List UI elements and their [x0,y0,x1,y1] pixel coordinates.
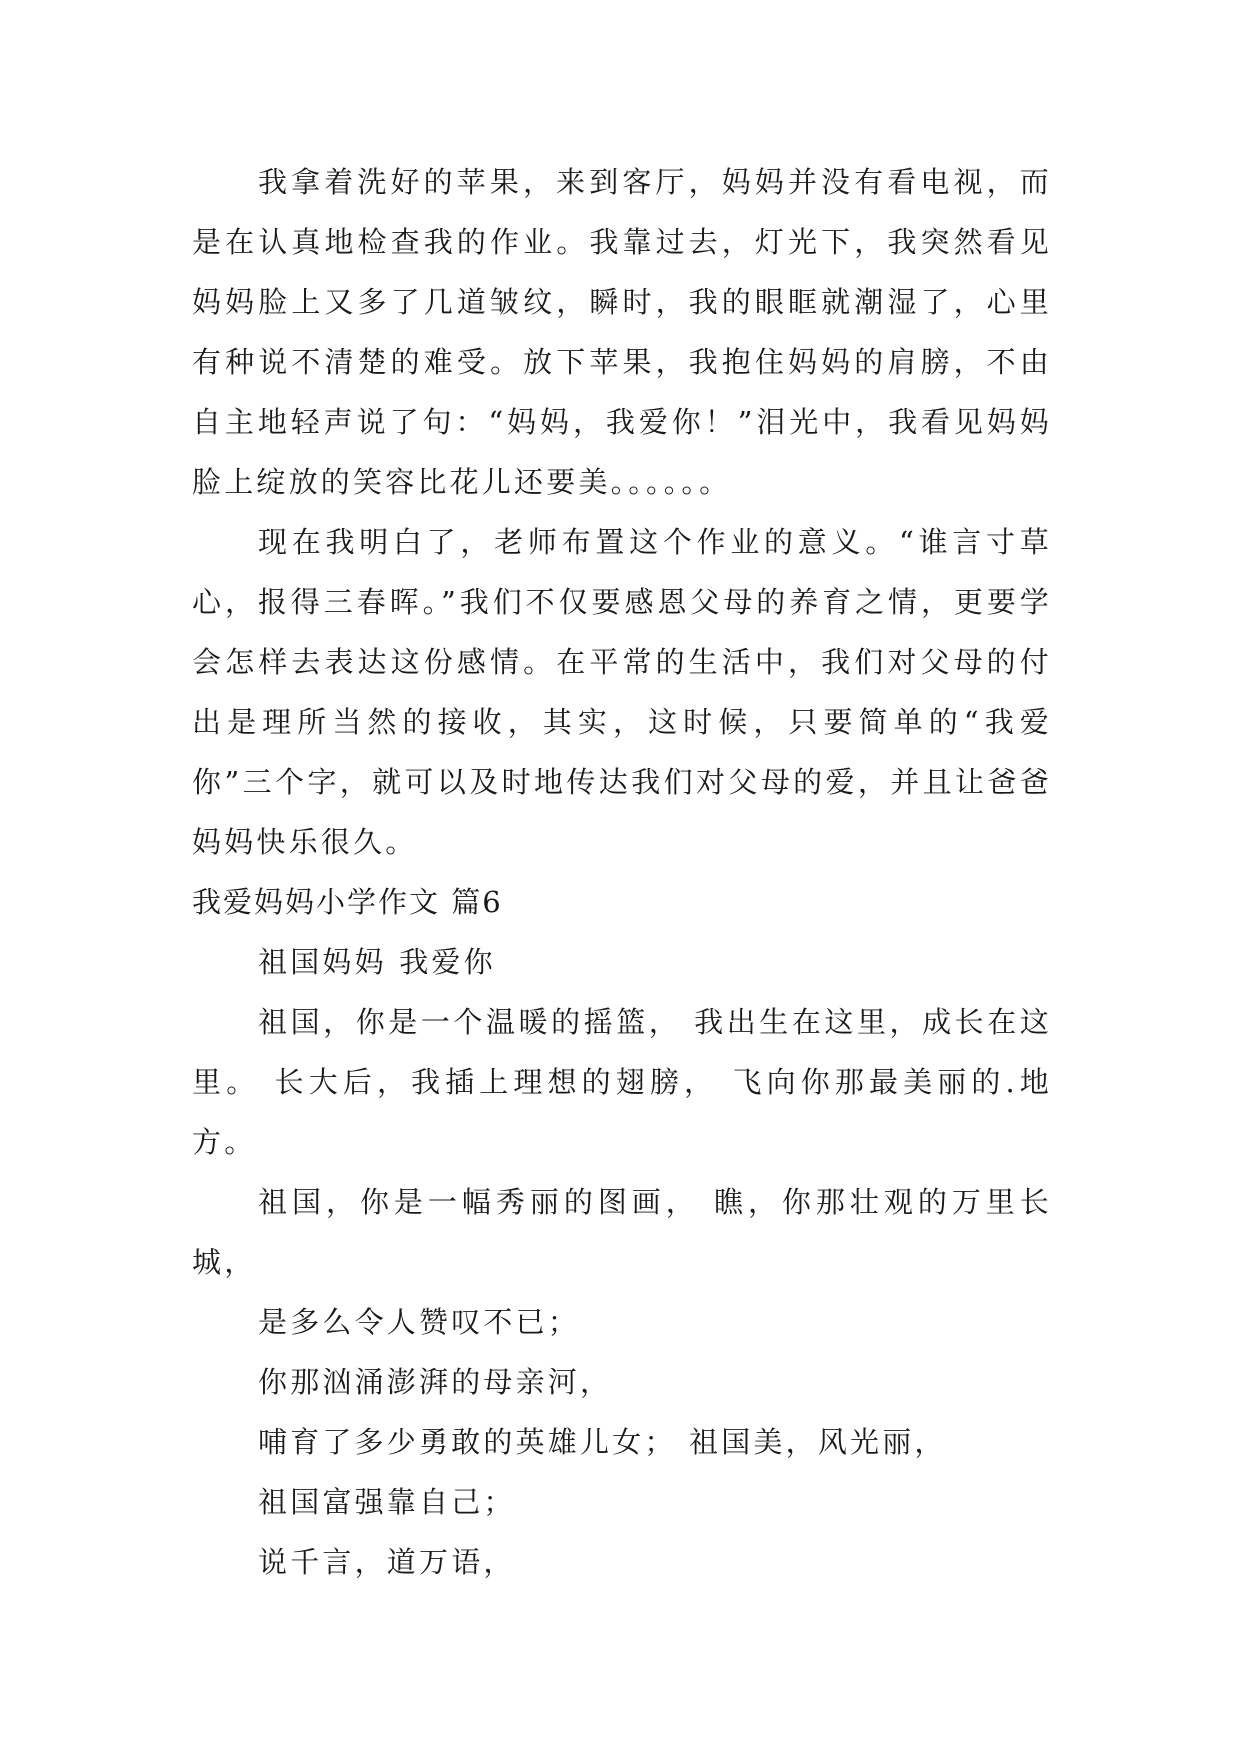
paragraph-apple: 我拿着洗好的苹果，来到客厅，妈妈并没有看电视，而是在认真地检查我的作业。我靠过去，灯光下，我突然看见妈妈脸上又多了几道皱纹，瞬时，我的眼眶就潮湿了，心里有种说不清楚的难受。放下苹果，我抱住妈妈的肩膀，不由自主地轻声说了句：“妈妈，我爱你！”泪光中，我看见妈妈脸上绽放的笑容比花儿还要美。。。。。。 [192,165,1052,499]
poem-line: 说千言，道万语， [258,1545,516,1579]
essay-heading: 我爱妈妈小学作文 篇6 [192,885,503,919]
document-page [192,152,1052,1592]
poem-title: 祖国妈妈 我爱你 [258,945,496,979]
poem-line: 你那汹涌澎湃的母亲河， [258,1365,613,1399]
paragraph-cradle: 祖国，你是一个温暖的摇篮， 我出生在这里，成长在这里。 长大后，我插上理想的翅膀， 飞向你那最美丽的.地方。 [192,1005,1052,1159]
poem-line: 哺育了多少勇敢的英雄儿女； 祖国美，风光丽， [258,1425,947,1459]
paragraph-picture: 祖国，你是一幅秀丽的图画， 瞧，你那壮观的万里长城， [192,1185,1052,1279]
paragraph-meaning: 现在我明白了，老师布置这个作业的意义。“谁言寸草心，报得三春晖。”我们不仅要感恩父母的养育之情，更要学会怎样去表达这份感情。在平常的生活中，我们对父母的付出是理所当然的接收，其实，这时候，只要简单的“我爱你”三个字，就可以及时地传达我们对父母的爱，并且让爸爸妈妈快乐很久。 [192,525,1052,859]
poem-line: 祖国富强靠自己； [258,1485,516,1519]
poem-line: 是多么令人赞叹不已； [258,1305,581,1339]
